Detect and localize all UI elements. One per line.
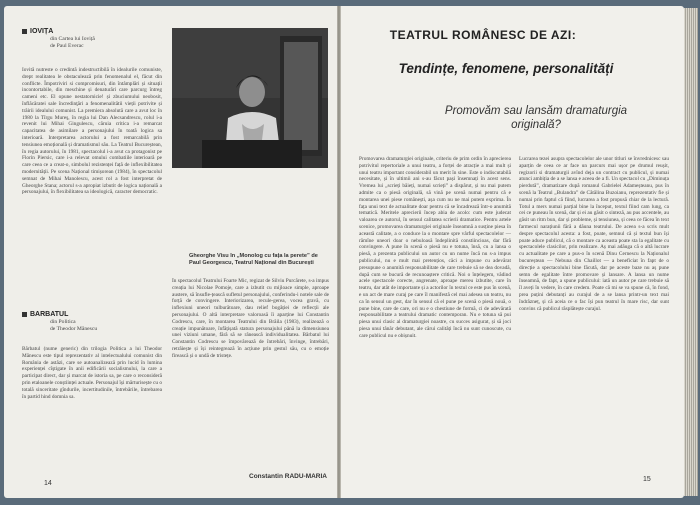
page-number: 14 — [44, 480, 52, 487]
left-page — [4, 6, 337, 498]
square-bullet-icon — [22, 312, 27, 317]
section-iovita — [22, 28, 162, 328]
section-body: Bărbatul (nume generic) din trilogia Politica a lui Theodor Mănescu este tipul reprezentativ al intelectualului comunist din România de astăzi, care se autoanalizează prin lucid în lumina experienței cîştigate în anii edificării socialismului, la care a participat direct, dar și marcat de istoria sa, pe care o reconsideră prin etaloanele conștiinței actuale. Personajul își mărturisește cu o totală sinceritate gîndurile, incertitudinile, întrebările, întrebarea în partid hind domnia sa. — [22, 346, 162, 400]
right-page — [341, 6, 684, 498]
right-column-1: Promovarea dramaturgiei originale, criteriu de prim ordin în aprecierea potrivitul repertoriale a unui teatru, a forței de atracție a mai mult și unui teatru important considerabil un merit în sine. Este o indiscutabilă necesitate, și în ultimii ani s-au făcut pași însemnați în acest sens. Vremea lui „scrieți băieți, numai scrieți” a dispărut, și nu mai putem admite ca o piesă originală, să vină pe scenă numai pentru că e montarea unei piese românești, așa cum nu ne mai putem exprima. În fața unui text de actualitate doar pentru că se încadrează într-o anumită tematică. Meritele aprecierii încep abia de acolo: cum este judecat valoarea ce autorul, în sensul calitatea scrierii dramatice. Pentru artele scenice, promovarea dramaturgiei originale înseamnă a susține piesa în această calitate, a o conduce la o montare spre vârful spectacolelor — rămîne uneori doar o nebuloasă îndeplinită constiincioas, dar fără convingere. A pune în scenă o piesă nu e totuna, însă, cu a lansa o piesă, a prezenta publicului un autor cu un nume încă nu s-a impus publicului, nu e mult mai pretențios, căci a impune cu adevărat presupune o anumită responsabilitate de care trebuie să se dea dovadă, după cum se bucură de recunoaștere critică. Noi o înțelegem, vădind acele spectacole corecte, angrenate, aproape mereu izbutite, care în teatru, dar atât de importante și a actorilor în textul ce este pus în scenă, e un act de mare curaj pe care îl manifestă cel mai adesea un teatru, nu ca în sensul un gest, dar în sensul că el pune pe scenă o piesă nouă, o pune bine, care de care, ori nu e o chestiune de formă, ci de adevărată responsabilitate a teatrului dramatic contemporan. Nu e totuna să pui piesa unui clasic al dramaturgiei noastre, cu succes asigurat, și să joci piesa unui tânăr debutant, ale cărui calități încă nu sunt cunoscute, cu care publicul nu e obișnuit. — [359, 156, 511, 339]
page-edge — [684, 8, 698, 496]
section-barbatul — [22, 311, 162, 481]
section-title: BĂRBATUL — [22, 311, 162, 318]
section-title: IOVIȚĂ — [22, 28, 162, 35]
section-author: de Theodor Mănescu — [50, 326, 98, 332]
actor-photo — [172, 28, 328, 168]
section-body: Iovită nutreste o credintă indestructibilă în idealurile comuniste, drept realitatea le obstaculează prin fenomenalul el, făcut din conflicte. Împotriviri si compromisuri, din întâmplări și situații incontortabile, din meschine și denaturări care parcurg întreg cameni etc. El opune nestatornicie! și zbuciumului neobosit, înflăcăratei sale încredinţări a fenomenalitătii vieții potrivite și trăirii idealului comunist. La premiera absolută care a avut loc în 1980 la Tîrgu Mureş, în regia lui Dan Alecsandrescu, rolul i-a revenit lui Mihai Gingulescu, căruia critica i-a remarcat capacitatea de asimilare a personajului în toată logica sa interioară. Interpretarea actorului a fost remarcabilă prin tensiunea emoțională și dramatismul său. La Teatrul Bucureștean, în regia autorului, în 1981, spectacolul i-a avut ca protagonist pe Florin Piersic, care i-a relevat omului combatiile interioară pe care ceea ce a creat-o, simbolul rezistenței față de inflexibilitatea modernității. Pe scena Național timișorean (1984), în spectacolul semnat de Mihai Manolescu, acest rol a fost interpretat de Gheorghe Stana; actorul s-a apropiat izbutit de logica națională a personajului, în flexibilitatea sa ideologică, caracter democratic. — [22, 67, 162, 196]
square-bullet-icon — [22, 29, 27, 34]
photo-caption: Gheorghe Visu în „Monolog cu fața la perete” de Paul Georgescu, Teatrul Național din București — [189, 253, 318, 266]
page-number: 15 — [643, 476, 651, 483]
section-source: din Cartea lui Ioviță — [50, 36, 95, 42]
article-title: Tendințe, fenomene, personalități — [398, 61, 614, 76]
body-right-column: În spectacolul Teatrului Foarte Mic, regizat de Silviu Purcărete, s-a impus creația lui Nicolae Pomoje, care a izbutit cu mijloace simple, aproape austere, să însufle-țească sufletul personajului, conferindu-i notele sale de forță de convingere. Interiorizarea, recule-gerea, vocea gravă, cu inflexiuni uneori tulburătoare, dau relief bogăției de reflecții ale personajului. O altă interpretare valoroasă îi aparține lui Constantin Codrescu, care, în montarea Teatrului din Brăila (1983), realizează o creație impunătoare, înfățișată statura personajului până la dimensiunea unei viziuni umane, fără să se rănească individualitatea. Bărbatul lui Constantin Codrescu se împovărează de întrebări, învinge, întrebări, retrăiește și își reintegrează în acțiune prin gestul său, cu o emoție firească și o undă de tristețe. — [172, 278, 329, 359]
section-author: de Paul Everac — [50, 43, 84, 49]
kicker-title: TEATRUL ROMÂNESC DE AZI: — [389, 28, 577, 42]
article-author: Constantin RADU-MARIA — [249, 473, 327, 480]
right-column-2: Lucrarea tezei asupra spectacolelor ale unor titluri se învrednicesc sau aparțin de ceea ce ar face un parcurs mai ușor pe drumul reușit, regizorii si dramaturgii avînd deja un contract cu publicul, și numai atunci ambiția de a se lansa e aceea de a fi. Un spectacol cu „Diminuța pierdută”, dramatizare după romanul Gabrielei Adameșteanu, pus în scenă la Teatrul „Bulandra” de Cătălina Buzoianu, reprezentativ fie și numai prin faptul că fiind, lucrarea a fost propusă chiar de la lectură. Totul a mers numai parțial bine la început, textul fiind cam lung, ca cei ce puneau în scenă, dar și ei au găsit o sinteză, au pus accentele, au găsit un ritm bun, dar și probleme, și tensiunea, și ceea ce făcea în text farmecul narațiunii fără a dăuna teatrului. De aceea s-a scris mult despre spectacolul acesta: a fost, poate, semnul că și textul bun își poate aduce publicul, că o montare ca aceasta poate sta la egalitate cu spectacolele clasicilor, prin realizare. Aș mai adăuga că o altă lucrare cu actualitate pe care a pus-o în scenă Dinu Cernescu la Naționalul bucureștean — Nebuna din Chaillot — a beneficiat în fapt de o direcție a spectacolului bine făcută, dar pe aceste baze nu aș pune semn de egalitate între promovare și lansare. A lansa un nume înseamnă, de fapt, a spune publicului: iată un autor pe care trebuie să îl aveți în vedere, în care credem. Poate că mi se va spune că, în fond, prea puțini debutanți au curajul de a se lansa printr-un text mai îndrăzneț, și că aceia ce o fac își pun teatrul în mare risc, dar sunt convins că publicul răsplătește curajul. — [519, 156, 669, 312]
section-source: din Politica — [50, 319, 76, 325]
article-subtitle: Promovăm sau lansăm dramaturgia originală? — [444, 105, 628, 131]
